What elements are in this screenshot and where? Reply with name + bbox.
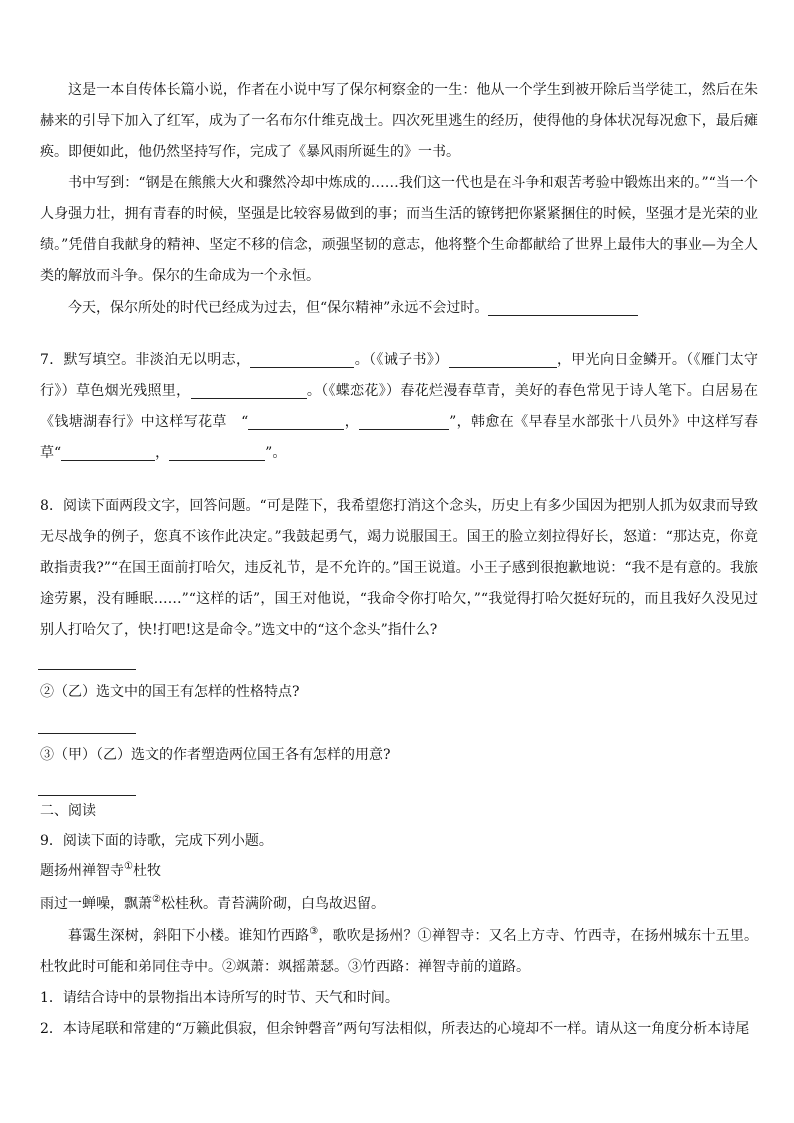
answer-blank[interactable] — [449, 351, 557, 368]
poem-line-1 — [40, 889, 758, 920]
answer-blank[interactable] — [169, 444, 265, 461]
question-7 — [40, 345, 758, 469]
poem-line-2-and-notes — [40, 921, 758, 983]
poem-text: 雨过一蝉噪，飘萧 — [40, 896, 152, 912]
answer-blank[interactable] — [488, 299, 638, 316]
footnote-marker: ① — [124, 861, 133, 872]
poem-title — [40, 856, 758, 887]
passage-text-3: 今天，保尔所处的时代已经成为过去，但“保尔精神”永远不会过时。 — [68, 300, 489, 316]
q9-sub1-text: 1．请结合诗中的景物指出本诗所写的时节、天气和时间。 — [40, 990, 399, 1006]
answer-line[interactable] — [38, 733, 136, 734]
question-8 — [40, 491, 758, 646]
q7-text: ”，韩愈在《早春呈水部张十八员外》中这样写春草“ — [40, 414, 759, 461]
section-heading — [40, 796, 758, 827]
q9-text: 9．阅读下面的诗歌，完成下列小题。 — [40, 833, 273, 849]
passage-text-1: 这是一本自传体长篇小说，作者在小说中写了保尔柯察金的一生：他从一个学生到被开除后当学徒工，然后在朱赫来的引导下加入了红军，成为了一名布尔什维克战士。四次死里逃生的经历，使得他的身体状况每况愈下，最后瘫痪。即便如此，他仍然坚持写作，完成了《暴风雨所诞生的》一书。 — [40, 82, 758, 160]
passage-text-2: 书中写到：“钢是在熊熊大火和骤然冷却中炼成的……我们这一代也是在斗争和艰苦考验中锻炼出来的。”“当一个人身强力壮，拥有青春的时候，坚强是比较容易做到的事；而当生活的镣铐把你紧紧捆住的时候，坚强才是光荣的业绩。”凭借自我献身的精神、坚定不移的信念，顽强坚韧的意志，他将整个生命都献给了世界上最伟大的事业—为全人类的解放而斗争。保尔的生命成为一个永恒。 — [40, 175, 758, 284]
answer-blank[interactable] — [248, 413, 344, 430]
q9-sub2-text: 2．本诗尾联和常建的“万籁此俱寂，但余钟磬音”两句写法相似，所表达的心境却不一样。请从这一角度分析本诗尾 — [40, 1021, 750, 1037]
q7-text: 。（《蝶恋花》）春花烂漫春草青，美好的春色常见于诗人笔下。白居易在《钱塘湖春行》中这样写花草 “ — [40, 383, 758, 430]
passage-paragraph-1 — [40, 75, 758, 168]
question-9-part-2 — [40, 1014, 758, 1045]
answer-blank[interactable] — [250, 351, 354, 368]
q7-text: 7．默写填空。非淡泊无以明志， — [40, 352, 251, 368]
poem-title-text: 题扬州禅智寺 — [40, 863, 124, 879]
question-8-part-3 — [40, 740, 758, 771]
passage-paragraph-2 — [40, 168, 758, 292]
answer-blank[interactable] — [61, 444, 155, 461]
question-9 — [40, 826, 758, 857]
poem-notes: ，歌吹是扬州？①禅智寺：又名上方寺、竹西寺，在扬州城东十五里。杜牧此时可能和弟同住寺中。②飒萧：飒摇萧瑟。③竹西路：禅智寺前的道路。 — [40, 928, 759, 975]
q7-text: ，甲光向日金鳞开。（《雁门太守行》）草色烟光残照里， — [40, 352, 758, 399]
passage-paragraph-3 — [40, 293, 758, 324]
poem-author: 杜牧 — [132, 863, 161, 879]
q8-text: 8．阅读下面两段文字，回答问题。“可是陛下，我希望您打消这个念头，历史上有多少国因为把别人抓为奴隶而导致无尽战争的例子，您真不该作此决定。”我鼓起勇气，竭力说服国王。国王的脸立刻拉得好长，怒道：“那达克，你竟敢指责我?”“在国王面前打哈欠，违反礼节，是不允许的。”国王说道。小王子感到很抱歉地说：“我不是有意的。我旅途劳累，没有睡眠……”“这样的话”，国王对他说，“我命令你打哈欠，”“我觉得打哈欠挺好玩的，而且我好久没见过别人打哈欠了，快!打吧!这是命令。”选文中的“这个念头”指什么? — [40, 498, 758, 638]
answer-blank[interactable] — [359, 413, 449, 430]
q8-sub2-text: ②（乙）选文中的国王有怎样的性格特点? — [40, 684, 300, 700]
question-8-part-2 — [40, 677, 758, 708]
poem-text: 暮霭生深树，斜阳下小楼。谁知竹西路 — [68, 928, 310, 944]
answer-blank[interactable] — [191, 382, 307, 399]
q7-text: 。（《诫子书》） — [354, 352, 449, 368]
q7-text: ， — [155, 445, 170, 461]
footnote-marker: ② — [152, 894, 161, 905]
question-9-part-1 — [40, 983, 758, 1014]
poem-text: 松桂秋。青苔满阶砌，白鸟故迟留。 — [160, 896, 385, 912]
section-heading-text: 二、阅读 — [40, 803, 96, 819]
footnote-marker: ③ — [309, 926, 319, 937]
q8-sub3-text: ③（甲）（乙）选文的作者塑造两位国王各有怎样的用意? — [40, 747, 391, 763]
q7-text: ， — [344, 414, 360, 430]
answer-line[interactable] — [38, 669, 136, 670]
q7-text: ”。 — [265, 445, 287, 461]
